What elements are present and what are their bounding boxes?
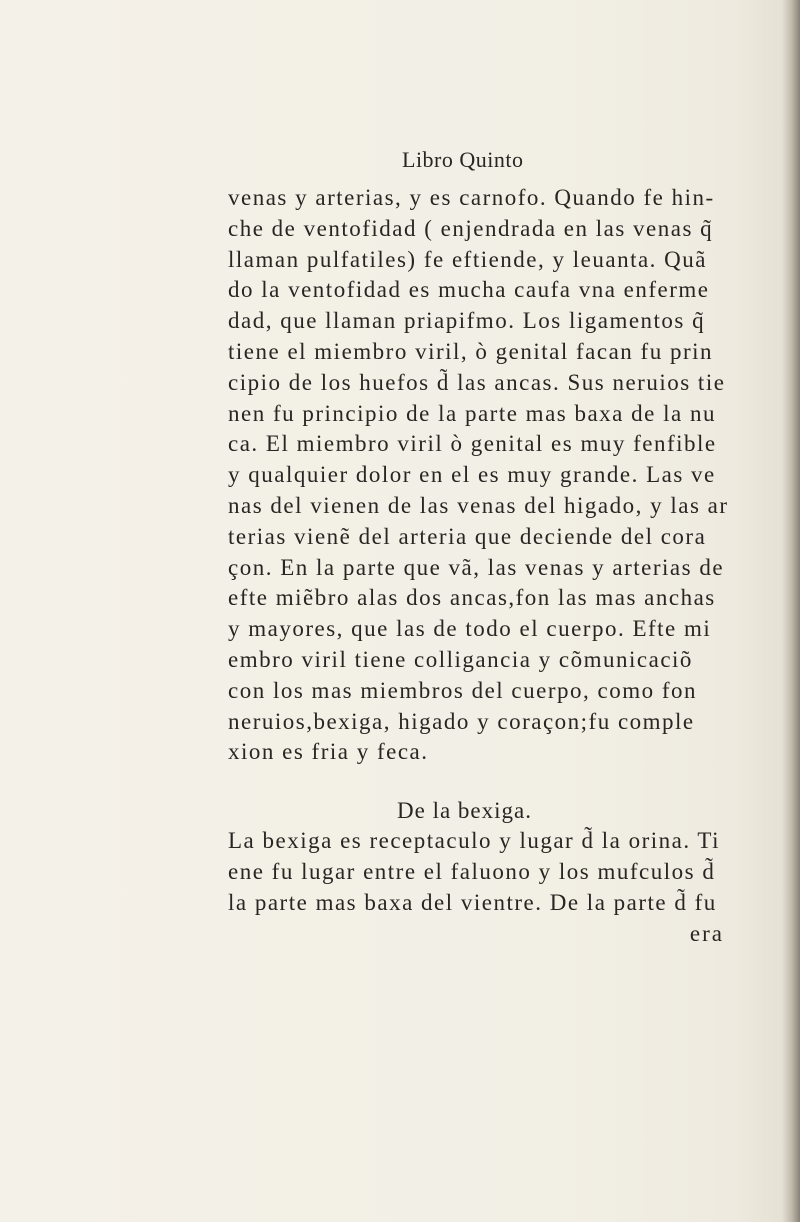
text-line: con los mas miembros del cuerpo, como fon [228,677,698,703]
text-line: nen fu principio de la parte mas baxa de la nu [228,400,716,426]
text-line: che de ventofidad ( enjendrada en las venas q̃ [228,215,714,241]
text-line: la parte mas baxa del vientre. De la parte d̃ fu [228,889,717,915]
text-line: tiene el miembro viril, ò genital facan fu prin [228,338,713,364]
text-line: ene fu lugar entre el faluono y los mufculos d̃ [228,858,716,884]
text-line: neruios,bexiga, higado y coraçon;fu comple [228,708,695,734]
text-line: efte miẽbro alas dos ancas,fon las mas anchas [228,585,716,611]
text-block [228,183,748,949]
text-line: çon. En la parte que vã, las venas y arterias de [228,554,725,580]
text-line: La bexiga es receptaculo y lugar d̃ la orina. Ti [228,828,721,854]
catchword: era [689,920,724,946]
text-line: y mayores, que las de todo el cuerpo. Efte mi [228,616,712,642]
text-line: dad, que llaman priapifmo. Los ligamentos q̃ [228,308,706,334]
text-line: embro viril tiene colligancia y cõmunicaciõ [228,646,693,672]
text-line: xion es fria y feca. [228,739,429,765]
section-heading: De la bexiga. [397,798,532,824]
page-edge-shadow [782,0,800,1222]
text-line: venas y arterias, y es carnofo. Quando fe hin- [228,185,715,210]
text-line: llaman pulfatiles) fe eftiende, y leuanta. Quã [228,246,707,272]
text-line: nas del vienen de las venas del higado, y las ar [228,492,729,518]
text-line: ca. El miembro viril ò genital es muy fenfible [228,431,717,457]
text-line: cipio de los huefos d̃ las ancas. Sus neruios tie [228,369,726,395]
text-line: y qualquier dolor en el es muy grande. Las ve [228,462,716,488]
text-line: terias vienẽ del arteria que deciende del cora [228,523,707,549]
text-line: do la ventofidad es mucha caufa vna enferme [228,277,710,303]
running-head: Libro Quinto [402,147,524,172]
